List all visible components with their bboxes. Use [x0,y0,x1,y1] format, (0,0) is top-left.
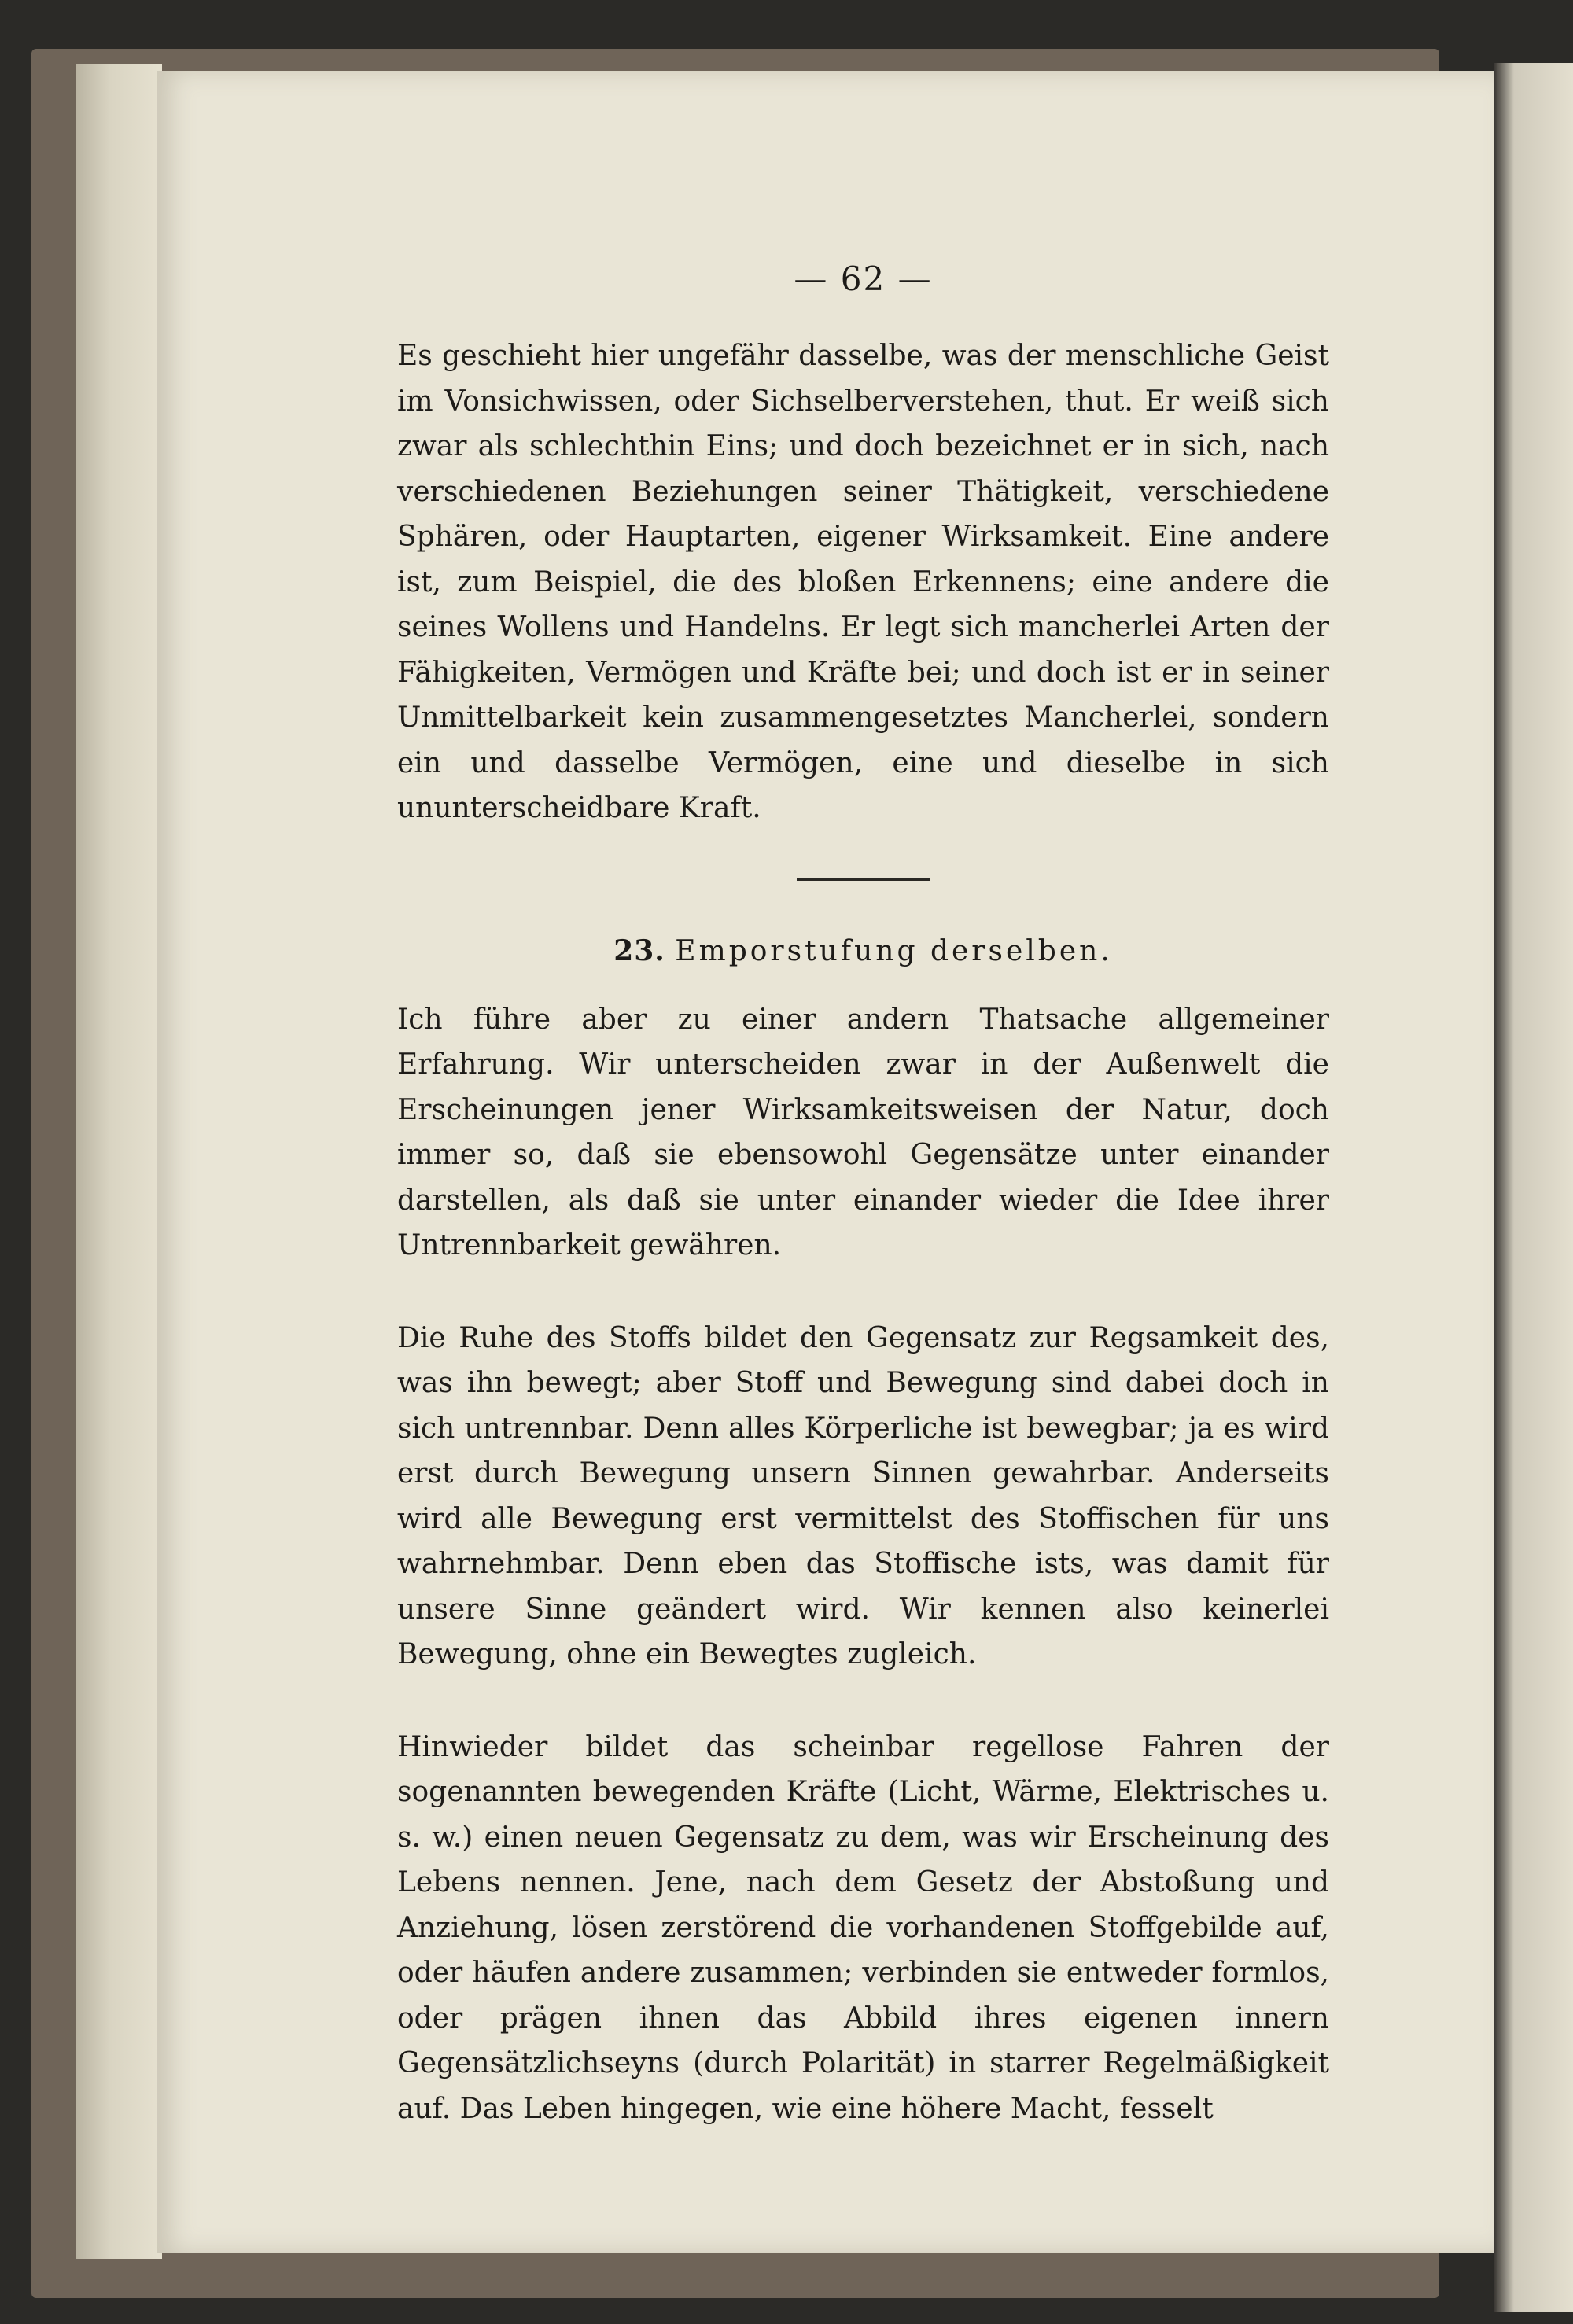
page-text-block [397,260,1329,2131]
paragraph-3: Die Ruhe des Stoffs bildet den Gegensatz zur Regsamkeit des, was ihn bewegt; aber Stoff und Bewegung sind dabei doch in sich untrennbar. Denn alles Körperliche ist bewegbar; ja es wird erst durch Bewegung unsern Sinnen gewahrbar. Anderseits wird alle Bewegung erst vermittelst des Stoffischen für uns wahrnehmbar. Denn eben das Stoffische ists, was damit für unsere Sinne geändert wird. Wir kennen also keinerlei Bewegung, ohne ein Bewegtes zugleich. [397,1321,1329,1670]
next-page-edge [1494,63,1573,2312]
page-gutter [76,64,162,2259]
paragraph-1: Es geschieht hier ungefähr dasselbe, was der menschliche Geist im Vonsichwissen, oder Sichselberverstehen, thut. Er weiß sich zwar als schlechthin Eins; und doch bezeichnet er in sich, nach verschiedenen Beziehungen seiner Thätigkeit, verschiedene Sphären, oder Hauptarten, eigener Wirksamkeit. Eine andere ist, zum Beispiel, die des bloßen Erkennens; eine andere die seines Wollens und Handelns. Er legt sich mancherlei Arten der Fähigkeiten, Vermögen und Kräfte bei; und doch ist er in seiner Unmittelbarkeit kein zusammengesetztes Mancherlei, sondern ein und dasselbe Vermögen, eine und dieselbe in sich ununterscheidbare Kraft. [397,340,1329,824]
paragraph-2: Ich führe aber zu einer andern Thatsache allgemeiner Erfahrung. Wir unterscheiden zwar in der Außenwelt die Erscheinungen jener Wirksamkeitsweisen der Natur, doch immer so, daß sie ebensowohl Gegensätze unter einander darstellen, als daß sie unter einander wieder die Idee ihrer Untrennbarkeit gewähren. [397,1003,1329,1261]
section-number: 23. [613,934,665,967]
page-number: — 62 — [794,260,933,298]
section-heading [397,934,1329,967]
paragraph-4: Hinwieder bildet das scheinbar regellose Fahren der sogenannten bewegenden Kräfte (Licht, Wärme, Elektrisches u. s. w.) einen neuen Gegensatz zu dem, was wir Erscheinung des Lebens nennen. Jene, nach dem Gesetz der Abstoßung und Anziehung, lösen zerstörend die vorhandenen Stoffgebilde auf, oder häufen andere zusammen; verbinden sie entweder formlos, oder prägen ihnen das Abbild ihres eigenen innern Gegensätzlichseyns (durch Polarität) in starrer Regelmäßigkeit auf. Das Leben hingegen, wie eine höhere Macht, fesselt [397,1730,1329,2125]
section-title: Emporstufung derselben. [675,934,1113,967]
section-divider [797,878,930,881]
